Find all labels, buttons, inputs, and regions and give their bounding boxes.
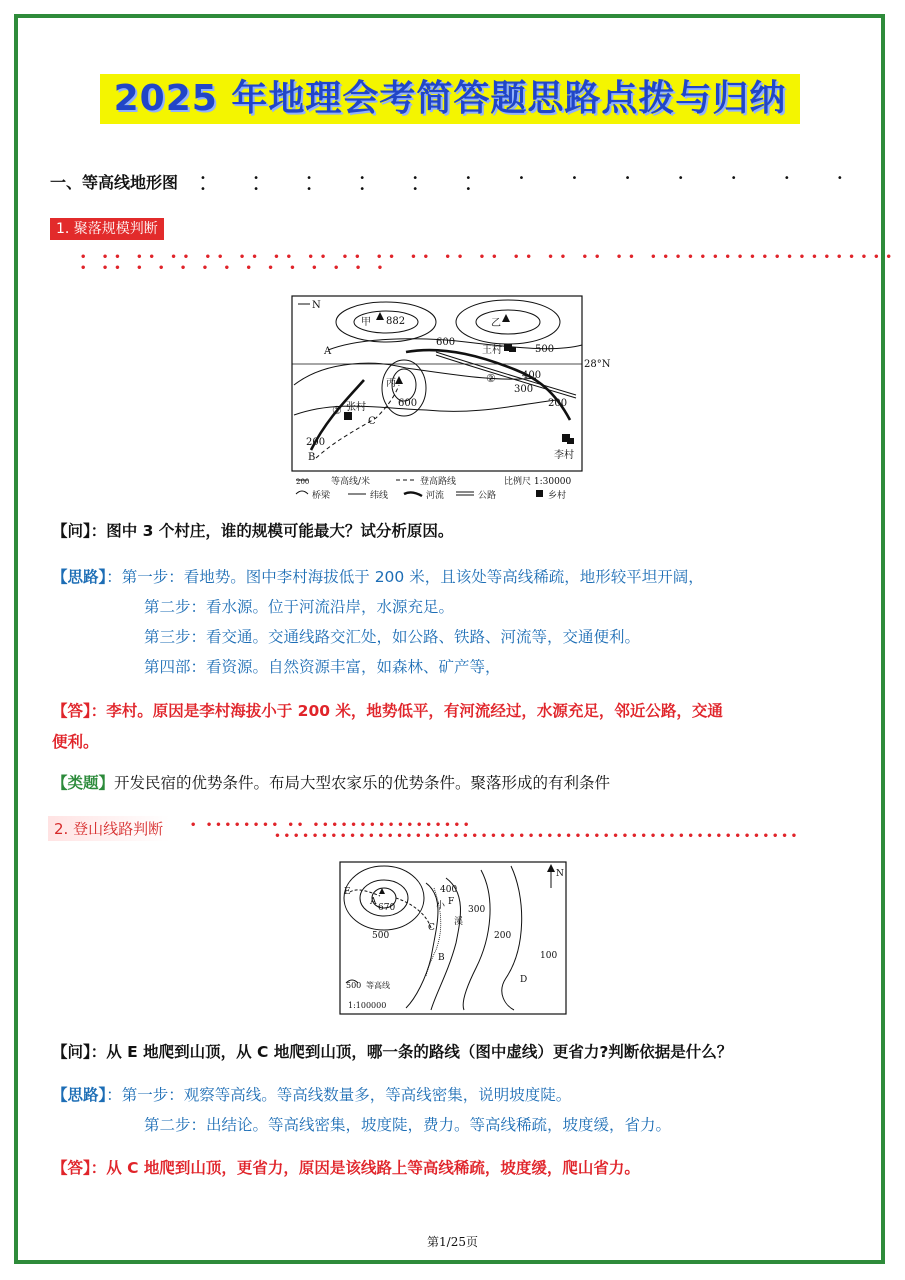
svg-text:200: 200 [494,931,512,941]
decorative-dots-red-2: • •••••••• •• ••••••••••••••••• •••••••••••••••••••••••••••••••••••••••••••••••••••••••• [190,820,801,842]
svg-text:②: ② [486,372,496,385]
svg-text:400: 400 [522,370,542,381]
thinking-2-step2: 第二步：出结论。等高线密集，坡度陡，费力。等高线稀疏，坡度缓，省力。 [144,1116,672,1134]
thinking-1-step2: 第二步：看水源。位于河流沿岸，水源充足。 [144,598,455,616]
svg-text:登高路线: 登高路线 [420,477,457,487]
svg-text:300: 300 [514,384,534,395]
similar-questions: 【类题】开发民宿的优势条件。布局大型农家乐的优势条件。聚落形成的有利条件 [52,774,611,792]
decorative-dots-red: • •• •• •• •• •• •• •• •• •• •• •• •• •• •• •• •• •••••••••••••••••••• • •• • • • • • • • • • • • • [80,252,898,274]
svg-text:500: 500 [372,931,390,941]
answer-2: 【答】：从 C 地爬到山顶，更省力，原因是该线路上等高线稀疏，坡度缓，爬山省力。 [52,1159,640,1177]
north-label: N [312,300,321,311]
svg-text:桥梁: 桥梁 [312,491,331,501]
svg-text:小: 小 [436,901,446,911]
svg-text:200: 200 [548,398,568,409]
section-heading: 一、等高线地形图 [50,173,179,192]
svg-text:1:100000: 1:100000 [348,1001,387,1010]
svg-text:张村: 张村 [346,402,366,413]
svg-text:C: C [428,923,435,933]
svg-text:400: 400 [440,885,458,895]
answer-1-line2: 便利。 [52,733,99,751]
svg-text:D: D [520,975,528,985]
svg-text:670: 670 [378,903,396,913]
svg-text:溪: 溪 [454,917,464,927]
svg-text:200: 200 [306,437,326,448]
svg-text:B: B [308,452,316,463]
svg-text:C: C [368,416,376,427]
svg-text:河流: 河流 [426,491,445,501]
page-title: 2025 年地理会考简答题思路点拨与归纳 [113,78,787,119]
svg-text:纬线: 纬线 [370,491,389,501]
svg-text:①: ① [332,404,342,417]
svg-text:28°N: 28°N [584,359,611,370]
svg-text:A: A [324,346,332,357]
svg-text:100: 100 [540,951,558,961]
subsection-label-1: 1. 聚落规模判断 [50,218,164,240]
svg-text:882: 882 [386,316,406,327]
svg-text:F: F [448,897,455,907]
svg-text:500: 500 [346,981,362,990]
svg-text:600: 600 [398,398,418,409]
svg-text:N: N [556,869,564,879]
svg-text:等高线: 等高线 [366,981,390,990]
thinking-2-step1: 【思路】：第一步：观察等高线。等高线数量多，等高线密集，说明坡度陡。 [52,1086,572,1104]
svg-text:李村: 李村 [554,450,574,461]
svg-text:比例尺 1:30000: 比例尺 1:30000 [504,477,572,487]
svg-text:公路: 公路 [478,491,497,501]
svg-text:600: 600 [436,337,456,348]
decorative-dots: • • • • • • • • • • • • • • • • • • • [200,173,865,195]
svg-text:500: 500 [535,344,555,355]
question-2: 【问】：从 E 地爬到山顶，从 C 地爬到山顶，哪一条的路线（图中虚线）更省力?判断依据是什么？ [52,1043,733,1061]
svg-text:甲: 甲 [361,317,371,328]
thinking-1-step4: 第四部：看资源。自然资源丰富，如森林、矿产等， [144,658,501,676]
svg-text:丙: 丙 [386,378,396,389]
svg-text:乙: 乙 [491,318,501,329]
svg-text:300: 300 [468,905,486,915]
svg-text:等高线/米: 等高线/米 [331,477,371,487]
svg-text:乡村: 乡村 [548,491,567,501]
svg-text:E: E [344,887,351,897]
subsection-label-2: 2. 登山线路判断 [48,816,169,841]
svg-text:王村: 王村 [482,345,502,356]
thinking-1-step3: 第三步：看交通。交通线路交汇处，如公路、铁路、河流等，交通便利。 [144,628,641,646]
answer-1-line1: 【答】：李村。原因是李村海拔小于 200 米，地势低平，有河流经过，水源充足，邻近公路，交通 [52,702,723,720]
question-1: 【问】：图中 3 个村庄，谁的规模可能最大？试分析原因。 [52,522,454,540]
svg-text:B: B [438,953,445,963]
svg-text:A: A [370,897,377,907]
thinking-1-step1: 【思路】：第一步：看地势。图中李村海拔低于 200 米，且该处等高线稀疏，地形较平坦开阔， [52,568,704,586]
svg-text:200: 200 [296,478,310,486]
contour-map-2 [336,858,570,1018]
page-number: 第1/25页 [427,1235,478,1249]
contour-map-1 [286,290,611,505]
